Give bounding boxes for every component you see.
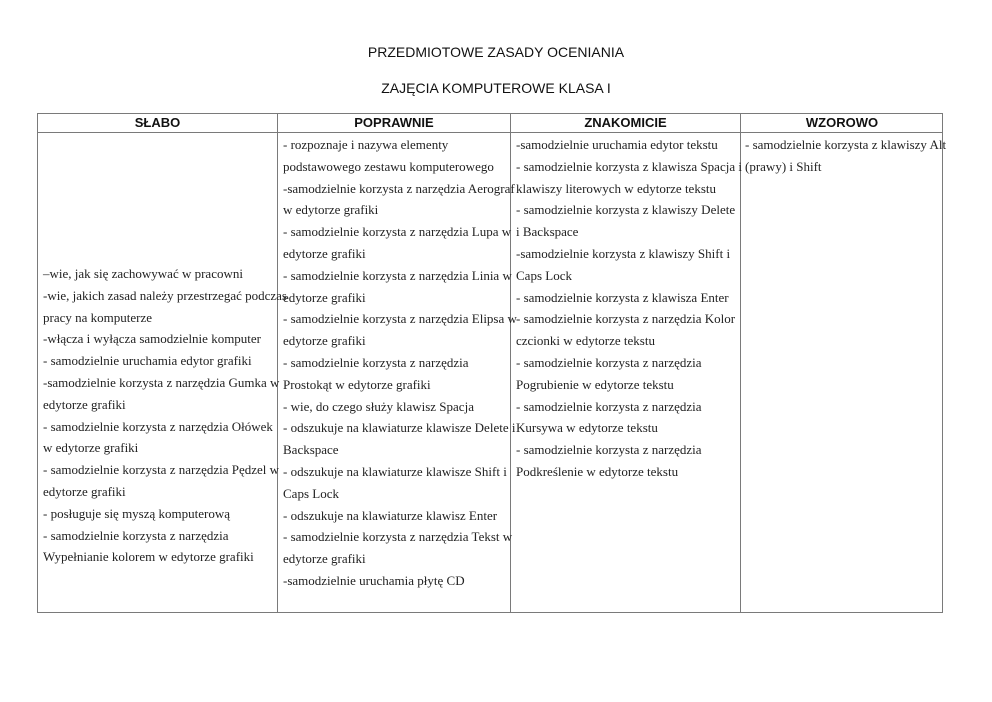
criterion-line: - samodzielnie korzysta z narzędzia bbox=[516, 442, 702, 458]
criterion-line: w edytorze grafiki bbox=[43, 440, 139, 456]
cell-slabo bbox=[43, 263, 287, 568]
criterion-line: - samodzielnie korzysta z narzędzia Elipsa w bbox=[283, 311, 517, 327]
criterion-line: Kursywa w edytorze tekstu bbox=[516, 420, 658, 436]
criterion-line: -samodzielnie korzysta z klawiszy Shift i bbox=[516, 245, 731, 261]
criterion-line: - samodzielnie korzysta z narzędzia bbox=[516, 398, 702, 414]
criterion-line: - samodzielnie korzysta z klawisza Spacja i bbox=[516, 158, 742, 174]
criterion-line: -samodzielnie korzysta z narzędzia Gumka w bbox=[43, 374, 280, 390]
criterion-line: -wie, jakich zasad należy przestrzegać podczas bbox=[43, 287, 287, 303]
criterion-line: Pogrubienie w edytorze tekstu bbox=[516, 376, 674, 392]
criterion-line: pracy na komputerze bbox=[43, 309, 153, 325]
header-slabo: SŁABO bbox=[134, 115, 181, 130]
criterion-line: -samodzielnie korzysta z narzędzia Aerograf bbox=[283, 180, 515, 196]
criterion-line: klawiszy literowych w edytorze tekstu bbox=[516, 180, 716, 196]
criterion-line: w edytorze grafiki bbox=[283, 202, 379, 218]
criterion-line: edytorze grafiki bbox=[283, 289, 366, 305]
column-divider bbox=[277, 114, 278, 612]
criterion-line: edytorze grafiki bbox=[283, 245, 366, 261]
criterion-line: - rozpoznaje i nazywa elementy bbox=[283, 137, 449, 152]
criterion-line: - odszukuje na klawiaturze klawisz Enter bbox=[283, 507, 498, 523]
criterion-line: - wie, do czego służy klawisz Spacja bbox=[283, 398, 474, 414]
criterion-line: - samodzielnie korzysta z narzędzia bbox=[516, 354, 702, 370]
criterion-line: podstawowego zestawu komputerowego bbox=[283, 158, 494, 174]
cell-wzorowo bbox=[745, 134, 947, 178]
criterion-line: - odszukuje na klawiaturze klawisze Shift i bbox=[283, 463, 507, 479]
criterion-line: Backspace bbox=[283, 442, 339, 458]
column-divider bbox=[740, 114, 741, 612]
criterion-line: - odszukuje na klawiaturze klawisze Delete i bbox=[283, 420, 516, 436]
criterion-line: - posługuje się myszą komputerową bbox=[43, 505, 231, 521]
header-znakomicie: ZNAKOMICIE bbox=[584, 115, 667, 130]
criterion-line: Wypełnianie kolorem w edytorze grafiki bbox=[43, 549, 254, 565]
document-subtitle: ZAJĘCIA KOMPUTEROWE KLASA I bbox=[381, 80, 611, 96]
cell-poprawnie bbox=[283, 134, 517, 592]
criterion-line: - samodzielnie korzysta z narzędzia Pędzel w bbox=[43, 462, 280, 478]
criterion-line: edytorze grafiki bbox=[43, 396, 126, 412]
criterion-line: (prawy) i Shift bbox=[745, 158, 822, 174]
criterion-line: - samodzielnie korzysta z narzędzia Tekst w bbox=[283, 529, 513, 545]
criterion-line: Caps Lock bbox=[516, 267, 572, 283]
criterion-line: - samodzielnie korzysta z narzędzia bbox=[283, 354, 469, 370]
criterion-line: edytorze grafiki bbox=[283, 333, 366, 349]
criterion-line: - samodzielnie korzysta z narzędzia Lupa w bbox=[283, 224, 512, 240]
criterion-line: - samodzielnie uruchamia edytor grafiki bbox=[43, 353, 252, 369]
criterion-line: Podkreślenie w edytorze tekstu bbox=[516, 463, 679, 479]
criterion-line: Prostokąt w edytorze grafiki bbox=[283, 376, 431, 392]
criterion-line: - samodzielnie korzysta z narzędzia Kolor bbox=[516, 311, 736, 327]
cell-znakomicie bbox=[516, 134, 742, 483]
criterion-line: -samodzielnie uruchamia edytor tekstu bbox=[516, 137, 718, 152]
grading-table bbox=[37, 113, 947, 613]
criterion-line: edytorze grafiki bbox=[283, 551, 366, 567]
criterion-line: - samodzielnie korzysta z narzędzia Ołówek bbox=[43, 418, 273, 434]
header-poprawnie: POPRAWNIE bbox=[354, 115, 434, 130]
criterion-line: -samodzielnie uruchamia płytę CD bbox=[283, 572, 465, 588]
criterion-line: - samodzielnie korzysta z narzędzia bbox=[43, 527, 229, 543]
document-title: PRZEDMIOTOWE ZASADY OCENIANIA bbox=[367, 44, 625, 60]
criterion-line: - samodzielnie korzysta z narzędzia Linia w bbox=[283, 267, 512, 283]
header-divider bbox=[38, 132, 942, 133]
criterion-line: czcionki w edytorze tekstu bbox=[516, 333, 655, 349]
criterion-line: - samodzielnie korzysta z klawiszy Delete bbox=[516, 202, 736, 218]
criterion-line: –wie, jak się zachowywać w pracowni bbox=[43, 266, 243, 281]
criterion-line: - samodzielnie korzysta z klawisza Enter bbox=[516, 289, 729, 305]
criterion-line: Caps Lock bbox=[283, 485, 339, 501]
criterion-line: i Backspace bbox=[516, 224, 579, 240]
criterion-line: edytorze grafiki bbox=[43, 483, 126, 499]
header-wzorowo: WZOROWO bbox=[805, 115, 879, 130]
criterion-line: - samodzielnie korzysta z klawiszy Alt bbox=[745, 137, 947, 152]
criterion-line: -włącza i wyłącza samodzielnie komputer bbox=[43, 331, 262, 347]
